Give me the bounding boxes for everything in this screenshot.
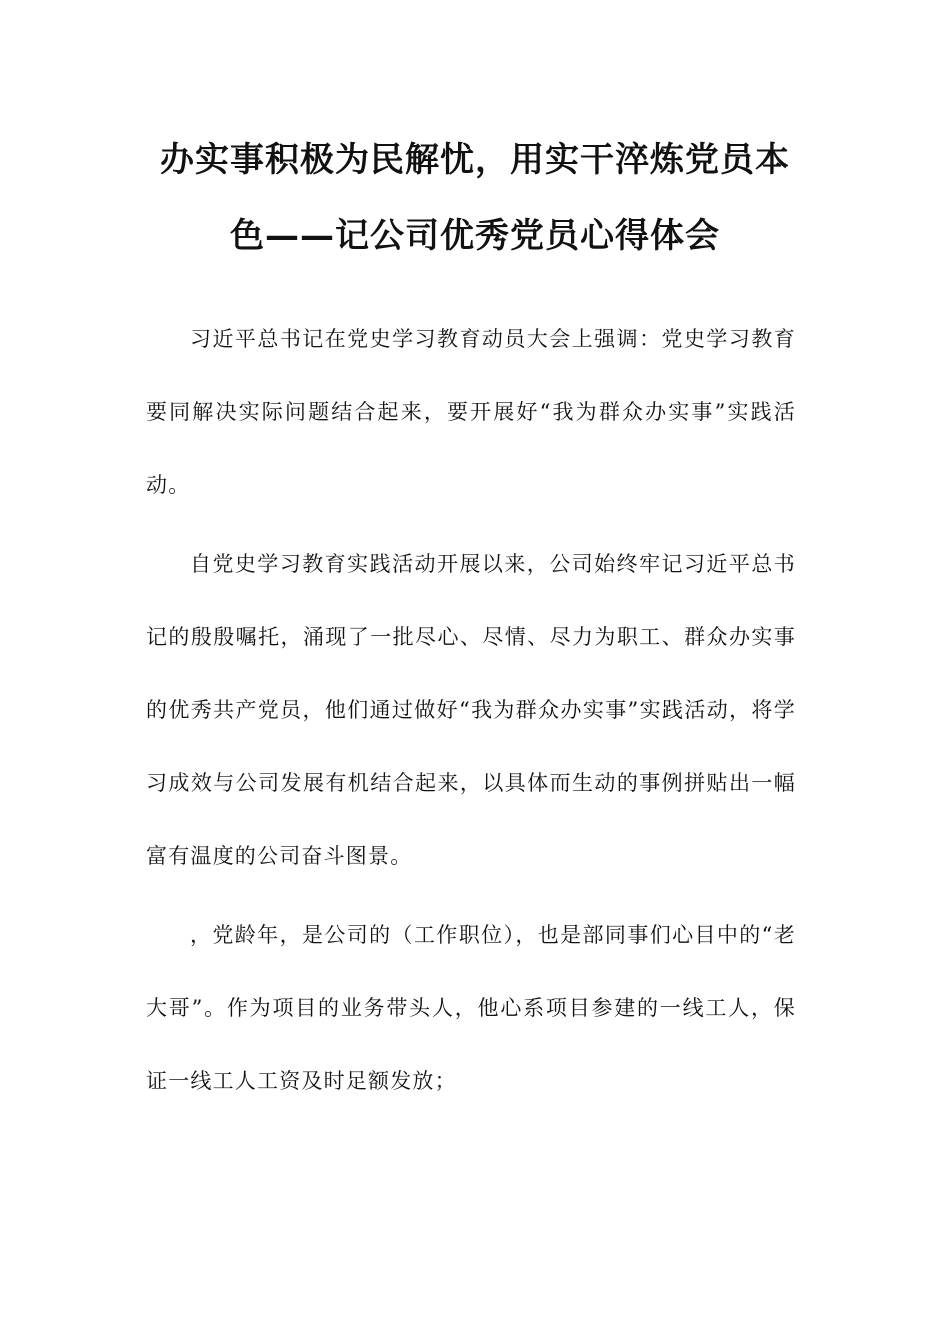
document-body [146,303,796,1124]
paragraph-2: 自党史学习教育实践活动开展以来，公司始终牢记习近平总书记的殷殷嘱托，涌现了一批尽心、尽情、尽力为职工、群众办实事的优秀共产党员，他们通过做好“我为群众办实事”实践活动，将学习成效与公司发展有机结合起来，以具体而生动的事例拼贴出一幅富有温度的公司奋斗图景。 [146,552,796,868]
title-line-1: 办实事积极为民解忧，用实干淬炼党员本 [160,140,790,180]
paragraph-1: 习近平总书记在党史学习教育动员大会上强调：党史学习教育要同解决实际问题结合起来，要开展好“我为群众办实事”实践活动。 [146,327,796,497]
paragraph-3: ，党龄年，是公司的（工作职位），也是部同事们心目中的“老大哥”。作为项目的业务带头人，他心系项目参建的一线工人，保证一线工人工资及时足额发放； [146,923,796,1093]
document-title [140,122,810,274]
title-line-2: 色——记公司优秀党员心得体会 [230,216,720,256]
